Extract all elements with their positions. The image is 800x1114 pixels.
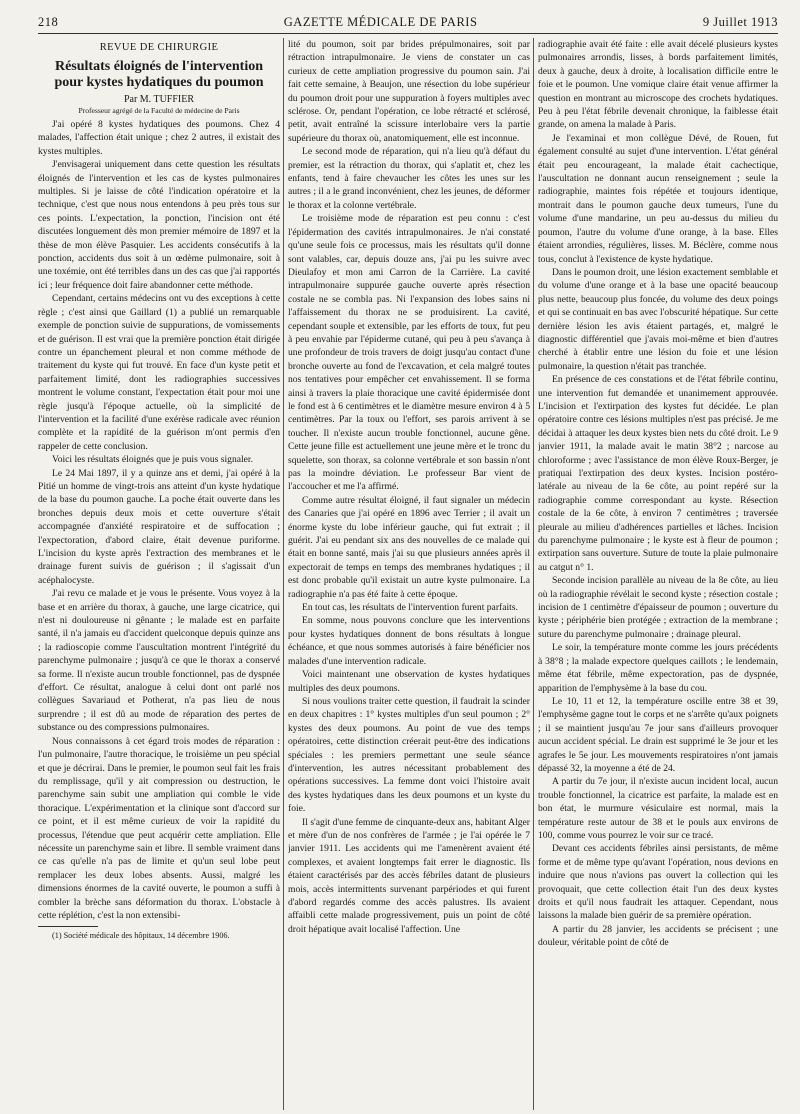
author-affiliation: Professeur agrégé de la Faculté de médecine de Paris xyxy=(78,106,240,115)
paragraph: Devant ces accidents fébriles ainsi persistants, de même forme et de même type qu'avant l'opération, nous devions en induire que nous n'avions pas ouvert la collection qui les provoquait, que cette collection était l'un des deux kystes droits et qu'il nous faudrait les attaquer. Cependant, nous laissons la malade bien guérir de sa première opération. xyxy=(538,843,778,922)
column-3 xyxy=(538,38,778,1110)
article-body xyxy=(38,38,780,1110)
column-divider xyxy=(283,38,284,1110)
column-2 xyxy=(288,38,530,1110)
paragraph: Nous connaissons à cet égard trois modes de réparation : l'un pulmonaire, l'autre thoracique, le troisième un peu spécial et que je décrirai. Dans le premier, le poumon seul fait les frais du remplissage, qu'il y ait compression ou destruction, le parenchyme sain subit une ampliation qui comble le vide thoracique. L'expérimentation et la clinique sont d'accord sur ce point, et il est même curieux de voir la rapidité du processus, l'étendue que peut acquérir cette ampliation. Elle nécessite un parenchyme sain et libre. Il semble vraiment dans ce cas qu'elle n'a pas de limite et qu'un seul lobe peut remplacer les deux lobes absents. Aussi, malgré les dimensions énormes de la cavité ouverte, le poumon a suffi à combler la brèche sans déformation du thorax. L'obstacle à cette réplétion, c'est la non extensibi- xyxy=(38,735,280,921)
page-number: 218 xyxy=(38,15,59,29)
paragraph: Je l'examinai et mon collègue Dévé, de Rouen, fut également consulté au sujet d'une intervention. L'état général était peu encourageant, la malade était cachectique, l'auscultation ne donnant aucun renseignement ; seule la radiographie, maintes fois répétée et toujours identique, montrait dans le poumon gauche deux tumeurs, l'une du volume d'une mandarine, un peu au-dessus du milieu du poumon, l'autre du volume d'une orange, à la base. Elles étaient arrondies, régulières, lisses. M. Béclère, comme nous tous, conclut à l'existence de kyste hydatique. xyxy=(538,132,778,265)
paragraph: Le 10, 11 et 12, la température oscille entre 38 et 39, l'emphysème gagne tout le corps et ne s'arrête qu'aux poignets ; il se maintient jusqu'au 7e jour sans d'ailleurs provoquer aucun accident spécial. Le drain est supprimé le 3e jour et les agrafes le 5e jour. Les mouvements respiratoires n'ont jamais dépassé 32, la moyenne a été de 24. xyxy=(538,695,778,774)
paragraph: Il s'agit d'une femme de cinquante-deux ans, habitant Alger et mère d'un de nos confrères de l'armée ; je l'ai opérée le 7 janvier 1911. Les accidents qui me l'amenèrent avaient été complexes, et avaient longtemps fait errer le diagnostic. Ils étaient caractérisés par des accès fébriles datant de plusieurs mois, accès intermittents survenant parpériodes et qui furent d'abord regardés comme des accès palustres. Ils avaient affaibli cette malade progressivement, puis un point de côté droit hépatique avait localisé l'affection. Une xyxy=(288,816,530,935)
article-title-line-1: Résultats éloignés de l'intervention xyxy=(54,59,264,74)
paragraph: J'envisagerai uniquement dans cette question les résultats éloignés de l'intervention et les cas de kystes pulmonaires multiples. Si je laisse de côté l'indication opératoire et la technique, c'est que nous nous entendons à peu près tous sur ces points. L'expectation, la ponction, l'incision ont été discutées longuement dès mon premier mémoire de 1897 et la thèse de mon élève Pasquier. Les accidents consécutifs à la ponction, accidents dus soit à un œdème pulmonaire, soit à une toxémie, ont été terribles dans un des cas que j'ai rapportés ici ; leur fréquence doit faire abandonner cette méthode. xyxy=(38,159,280,291)
paragraph: Voici maintenant une observation de kystes hydatiques multiples des deux poumons. xyxy=(288,669,530,694)
paragraph: En présence de ces constations et de l'état fébrile continu, une intervention fut demandée et unanimement approuvée. L'incision et l'extirpation des kystes fut décidée. Le plan opératoire contre ces lésions multiples n'est pas précisé. Je me décidai à attaquer les deux kystes bien nets du côté droit. Le 9 janvier 1911, la malade avait le matin 38°2 ; narcose au chloroforme ; avec l'assistance de mon élève Roux-Berger, je pratiquai l'extirpation des deux kystes. Incision postéro-latérale au niveau de la 6e côte, au point repéré sur la radiographie comme correspondant au kyste. Résection costale de la 6e côte, à environ 7 centimètres ; traversée pleurale au milieu d'adhérences partielles et lâches. Incision du parenchyme pulmonaire ; le kyste est à fleur de poumon ; extirpation sans ouverture. Suture de toute la plaie pulmonaire au catgut n° 1. xyxy=(538,374,778,573)
paragraph: A partir du 28 janvier, les accidents se précisent ; une douleur, véritable point de côté de xyxy=(538,923,778,949)
journal-title: GAZETTE MÉDICALE DE PARIS xyxy=(283,15,478,29)
paragraph: J'ai opéré 8 kystes hydatiques des poumons. Chez 4 malades, l'affection était unique ; chez 2 autres, il existait des kystes multiples. xyxy=(38,119,280,157)
paragraph: En tout cas, les résultats de l'intervention furent parfaits. xyxy=(302,602,518,614)
paragraph: Le troisième mode de réparation est peu connu : c'est l'épidermation des cavités intrapulmonaires. Je n'ai constaté qu'une seule fois ce processus, mais les résultats qu'il donne sont valables, car, depuis douze ans, j'ai pu les suivre avec Dieulafoy et mon ami Carron de la Carrière. La cavité intrapulmonaire suppurée gauche ouverte après résection costale ne se combla pas. Ni l'expansion des lobes sains ni l'affaissement du thorax ne se produisirent. La cavité, cependant souple et extensible, par les efforts de toux, fut peu à peu envahie par l'épiderme cutané, qui peu à peu s'avança à une profondeur de trois travers de doigt jusqu'au contact d'une bronche ouverte au fond de l'excavation, et cela malgré toutes nos tentatives pour empêcher cet envahissement. Il se forma ainsi à travers la plaie thoracique une cavité épidermisée dont le fond est à 6 centimètres et le diamètre mesure environ 4 à 5 centimètres. Par la toux ou l'effort, ses parois arrivent à se toucher. Il n'existe aucun trouble fonctionnel, aucune gêne. Cette jeune fille est actuellement une jeune mère et le tronc du squelette, son thorax, sa colonne vertébrale et son bassin n'ont pas la moindre déviation. Le professeur Bar vient de l'accoucher et me l'a affirmé. xyxy=(288,213,530,493)
paragraph: J'ai revu ce malade et je vous le présente. Vous voyez à la base et en arrière du thorax, à gauche, une large cicatrice, qui n'est ni douloureuse ni gênante ; le malade est en parfaite santé, il n'a jamais eu d'accident quelconque depuis quinze ans ; la radioscopie comme l'auscultation montrent l'intégrité du parenchyme pulmonaire ; jusqu'à ce que le thorax a conservé sa forme. Il n'existe aucun trouble fonctionnel, pas de dyspnée d'effort. Ce résultat, analogue à celui dont ont parlé nos collègues Savariaud et Potherat, n'a pas lieu de nous surprendre ; il est dû au mode de réparation des pertes de substance ou des compressions pulmonaires. xyxy=(38,588,280,734)
paragraph: radiographie avait été faite : elle avait décelé plusieurs kystes pulmonaires arrondis, lisses, à bords parfaitement limités, deux à gauche, deux à droite, à localisation difficile entre le foie et le poumon. Une vomique claire était venue affirmer la question en montrant au microscope des crochets hydatiques. Peu à peu l'état fébrile devenait chronique, la faiblesse était grande, on amena la malade à Paris. xyxy=(538,39,778,131)
column-divider xyxy=(533,38,534,1110)
page-header xyxy=(38,6,778,34)
author-byline: Par M. TUFFIER xyxy=(123,94,195,105)
paragraph: Le second mode de réparation, qui n'a lieu qu'à défaut du premier, est la rétraction du thorax, qui s'aplatit et, chez les enfants, tend à faire chevaucher les côtes les unes sur les autres ; il a le grand inconvénient, chez les jeunes, de déformer le thorax et la colonne vertébrale. xyxy=(288,146,530,211)
paragraph: Cependant, certains médecins ont vu des exceptions à cette règle ; c'est ainsi que Gaillard (1) a publié un remarquable exemple de ponction suivie de suppurations, de vomissements et de guérison. Il est vrai que la première ponction était dirigée contre un épanchement pleural et non comme méthode de traitement du kyste qui fut trouvé. En face d'un kyste petit et parfaitement limité, dont les radiographies successives montrent le volume constant, l'expectation était pour moi une règle jusqu'à l'époque actuelle, où la simplicité de l'intervention et la facilité d'une exérèse radicale avec réunion complète et la rapidité de la guérison m'ont permis d'en rappeler de cette conclusion. xyxy=(38,293,280,452)
paragraph: Le 24 Mai 1897, il y a quinze ans et demi, j'ai opéré à la Pitié un homme de vingt-trois ans atteint d'un kyste hydatique de la base du poumon gauche. La poche était ouverte dans les bronches depuis deux mois et cette ouverture s'était accompagnée d'anxiété respiratoire et de suffocation ; l'expectoration, d'abord claire, était devenue puriforme. L'incision du kyste après l'extraction des membranes et le drainage furent suivis de guérison ; il s'agissait d'un acéphalocyste. xyxy=(38,467,280,586)
article-title xyxy=(38,59,280,91)
column-1 xyxy=(38,38,280,1110)
paragraph: En somme, nous pouvons conclure que les interventions pour kystes hydatiques donnent de bons résultats à longue échéance, et que nous sommes autorisés à faire bénéficier nos malades d'une intervention radicale. xyxy=(288,615,530,667)
footnote: (1) Société médicale des hôpitaux, 14 décembre 1906. xyxy=(52,931,230,941)
paragraph: Le soir, la température monte comme les jours précédents à 38°8 ; la malade expectore quelques caillots ; le lendemain, même état fébrile, même expectoration, pas de dyspnée, apparition de l'emphysème à la base du cou. xyxy=(538,642,778,694)
paragraph: lité du poumon, soit par brides prépulmonaires, soit par rétraction intrapulmonaire. Je viens de constater un cas curieux de cette ampliation progressive du poumon sain. J'ai fait cette semaine, à Beaujon, une résection du lobe supérieur du poumon droit pour une suppuration à foyers multiples avec sclérose. Or, pendant l'opération, ce lobe rétracté et sclérosé, petit, avait entraîné la scissure interlobaire vers la partie supérieure du thorax où, anatomiquement, elle est inconnue. xyxy=(288,39,530,144)
paragraph: Seconde incision parallèle au niveau de la 8e côte, au lieu où la radiographie révélait le second kyste ; résection costale ; incision de 1 centimètre d'épaisseur de poumon ; ouverture du kyste ; périphérie bien protégée ; extraction de la membrane ; suture du parenchyme pulmonaire ; drainage pleural. xyxy=(538,575,778,640)
issue-date: 9 Juillet 1913 xyxy=(702,15,778,29)
paragraph: Voici les résultats éloignés que je puis vous signaler. xyxy=(52,454,253,466)
paragraph: Comme autre résultat éloigné, il faut signaler un médecin des Canaries que j'ai opéré en 1896 avec Terrier ; il avait un énorme kyste du lobe inférieur gauche, qui fut extrait ; il guérit. J'ai eu pendant six ans des nouvelles de ce malade qui était en bonne santé, mais j'ai su que plusieurs années après il expectorait de temps en temps des membranes hydatiques ; il est donc probable qu'il existait un autre kyste pulmonaire. La radiographie n'a pas été faite à cette époque. xyxy=(288,494,530,600)
paragraph: Si nous voulions traiter cette question, il faudrait la scinder en deux chapitres : 1° kystes multiples d'un seul poumon ; 2° kystes des deux poumons. Au point de vue des temps opératoires, cette distinction créerait peut-être des indications spéciales : les premiers permettant une seule séance d'intervention, les autres nécessitant probablement des opérations successives. La femme dont voici l'histoire avait des kystes hydatiques dans les deux poumons et un kyste du foie. xyxy=(288,695,530,815)
section-rubric: REVUE DE CHIRURGIE xyxy=(99,42,219,53)
footnote-rule xyxy=(38,926,98,927)
paragraph: Dans le poumon droit, une lésion exactement semblable et du volume d'une orange et à la base une opacité beaucoup plus nette, beaucoup plus foncée, du volume des deux poings et qui se continuait en bas avec l'obscurité hépatique. Sur cette dernière lésion les avis étaient partagés, et, malgré le diagnostic différentiel que j'avais moi-même et bien d'autres cherché à établir entre une lésion du foie et une lésion pulmonaire, la question n'était pas tranchée. xyxy=(538,266,778,372)
article-title-line-2: pour kystes hydatiques du poumon xyxy=(54,75,264,90)
paragraph: A partir du 7e jour, il n'existe aucun incident local, aucun trouble fonctionnel, la cicatrice est parfaite, la malade est en bon état, le murmure vésiculaire est normal, mais la température reste autour de 38 et le pouls aux environs de 100, comme vous pourrez le voir sur ce tracé. xyxy=(538,776,778,841)
